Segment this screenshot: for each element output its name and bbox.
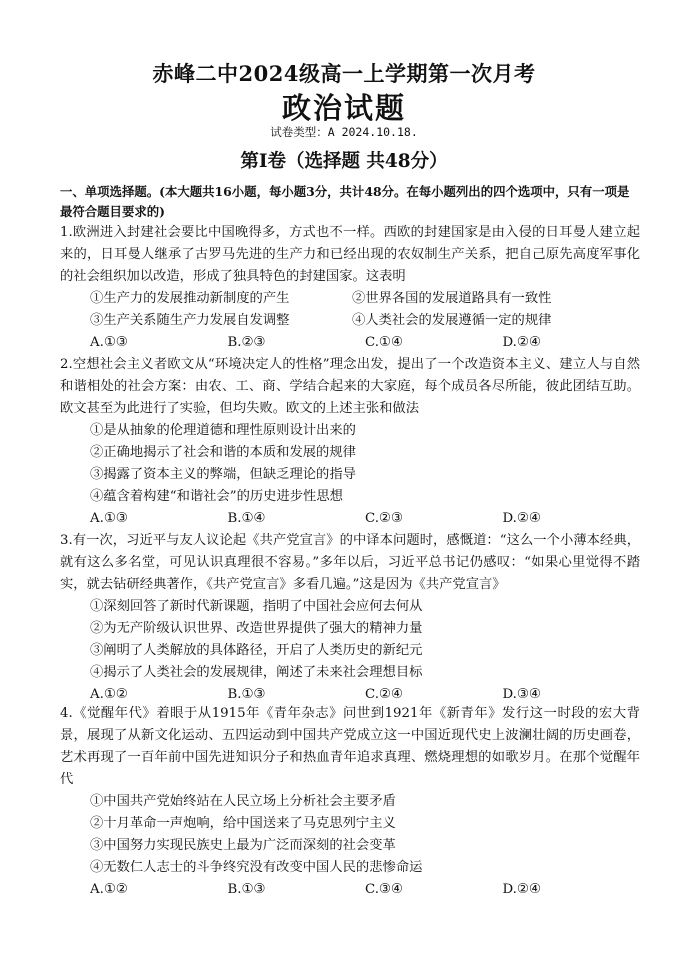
choice-d: D.②④ (502, 335, 541, 350)
statement: ④人类社会的发展遵循一定的规律 (352, 313, 552, 328)
choice-a: A.①③ (90, 511, 128, 526)
section-title: 第Ⅰ卷（选择题 共48分） (240, 151, 448, 172)
statement: ②十月革命一声炮响，给中国送来了马克思列宁主义 (90, 816, 396, 831)
question-stem: 1.欧洲进入封建社会要比中国晚得多，方式也不一样。西欧的封建国家是由入侵的日耳曼人建立起来的，日耳曼人继承了古罗马先进的生产力和已经出现的农奴制生产关系，把自己原先高度军事化的社会组织加以改造，形成了独具特色的封建国家。这表明 (60, 225, 640, 284)
statement: ③揭露了资本主义的弊端，但缺乏理论的指导 (90, 467, 356, 482)
question-1 (60, 222, 640, 354)
statement: ①生产力的发展推动新制度的产生 (90, 291, 290, 306)
choice-c: C.②④ (365, 687, 403, 702)
exam-title: 赤峰二中2024级高一上学期第一次月考 (152, 61, 536, 86)
section-instructions: 一、单项选择题。(本大题共16小题，每小题3分，共计48分。在每小题列出的四个选项中，只有一项是最符合题目要求的) (60, 184, 630, 219)
statement: ①中国共产党始终站在人民立场上分析社会主要矛盾 (90, 794, 396, 809)
choice-d: D.②④ (502, 511, 541, 526)
choice-c: C.①④ (365, 335, 403, 350)
choice-b: B.①③ (227, 687, 266, 702)
statement: ②正确地揭示了社会和谐的本质和发展的规律 (90, 445, 356, 460)
statement: ②世界各国的发展道路具有一致性 (352, 291, 552, 306)
statement: ④蕴含着构建“和谐社会”的历史进步性思想 (90, 489, 343, 504)
statement: ②为无产阶级认识世界、改造世界提供了强大的精神力量 (90, 621, 423, 636)
statement: ④揭示了人类社会的发展规律，阐述了未来社会理想目标 (90, 665, 423, 680)
answer-choices (60, 879, 640, 901)
answer-choices (60, 332, 640, 354)
statement-row (60, 288, 640, 310)
answer-choices (60, 508, 640, 530)
question-2 (60, 354, 640, 530)
subject-title: 政治试题 (281, 91, 406, 125)
question-stem: 4.《觉醒年代》着眼于从1915年《青年杂志》问世到1921年《新青年》发行这一时段的宏大背景，展现了从新文化运动、五四运动到中国共产党成立这一中国近现代史上波澜壮阔的历史画卷，艺术再现了一百年前中国先进知识分子和热血青年追求真理、燃烧理想的如歌岁月。在那个觉醒年代 (60, 706, 640, 787)
statement: ③生产关系随生产力发展自发调整 (90, 313, 290, 328)
choice-c: C.②③ (365, 511, 403, 526)
statement: ①是从抽象的伦理道德和理性原则设计出来的 (90, 423, 356, 438)
question-stem: 3.有一次，习近平与友人议论起《共产党宣言》的中译本问题时，感慨道：“这么一个小薄本经典，就有这么多名堂，可见认识真理很不容易。”多年以后，习近平总书记仍感叹：“如果心里觉得不踏实，就去钻研经典著作，《共产党宣言》多看几遍。”这是因为《共产党宣言》 (60, 533, 640, 592)
question-3 (60, 530, 640, 706)
statement-row (60, 310, 640, 332)
statement: ④无数仁人志士的斗争终究没有改变中国人民的悲惨命运 (90, 860, 423, 875)
question-4 (60, 703, 640, 901)
statement: ①深刻回答了新时代新课题，指明了中国社会应何去何从 (90, 599, 423, 614)
choice-c: C.③④ (365, 882, 403, 897)
choice-b: B.②③ (227, 335, 266, 350)
exam-meta: 试卷类型：A 2024.10.18. (270, 125, 418, 139)
question-stem: 2.空想社会主义者欧文从“环境决定人的性格”理念出发，提出了一个改造资本主义、建立人与自然和谐相处的社会方案：由农、工、商、学结合起来的大家庭，每个成员各尽所能，彼此团结互助。欧文甚至为此进行了实验，但均失败。欧文的上述主张和做法 (60, 357, 640, 416)
choice-b: B.①④ (227, 511, 266, 526)
choice-b: B.①③ (227, 882, 266, 897)
choice-d: D.③④ (502, 687, 541, 702)
choice-d: D.②④ (502, 882, 541, 897)
statement: ③阐明了人类解放的具体路径，开启了人类历史的新纪元 (90, 643, 423, 658)
choice-a: A.①② (90, 687, 128, 702)
choice-a: A.①③ (90, 335, 128, 350)
statement: ③中国努力实现民族史上最为广泛而深刻的社会变革 (90, 838, 396, 853)
choice-a: A.①② (90, 882, 128, 897)
